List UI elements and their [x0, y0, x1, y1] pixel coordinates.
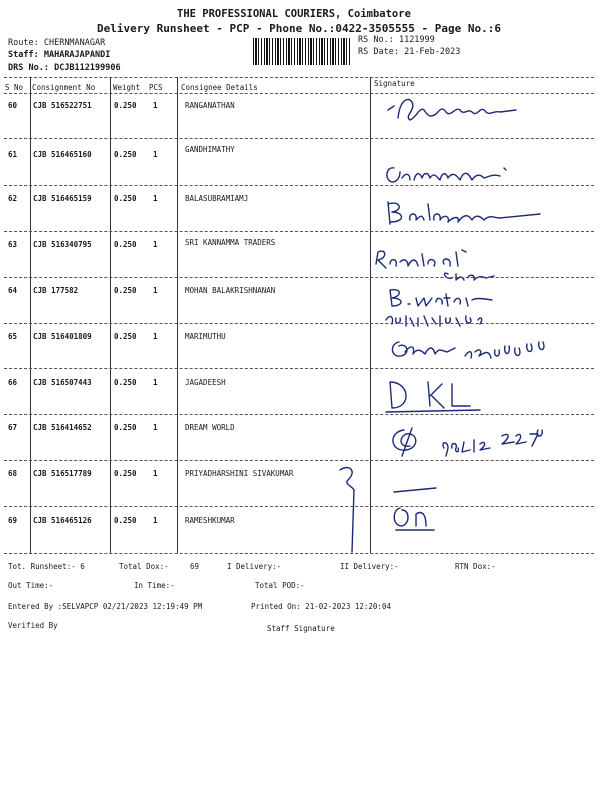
drs-label: DRS No.: — [8, 63, 49, 73]
header-top-rule — [4, 77, 594, 78]
row-consignee: DREAM WORLD — [185, 423, 235, 432]
signature-mark — [380, 150, 540, 190]
row-consignment: CJB 516465160 — [33, 150, 92, 159]
row-sno: 67 — [8, 423, 18, 432]
row-consignee: GANDHIMATHY — [185, 145, 235, 154]
row-pcs: 1 — [153, 516, 158, 525]
col-consignee: Consignee Details — [181, 83, 258, 92]
entered-by: Entered By :SELVAPCP 02/21/2023 12:19:49 PM — [8, 602, 203, 611]
signature-mark — [372, 238, 522, 280]
row-rule — [4, 231, 594, 232]
row-weight: 0.250 — [114, 286, 137, 295]
verified-by: Verified By — [8, 621, 58, 630]
row-rule — [4, 277, 594, 278]
staff-signature: Staff Signature — [267, 624, 335, 633]
signature-mark — [385, 328, 565, 370]
row-sno: 61 — [8, 150, 18, 159]
total-dox-value: 69 — [190, 562, 200, 571]
row-weight: 0.250 — [114, 423, 137, 432]
row-sno: 68 — [8, 469, 18, 478]
col-divider — [110, 77, 111, 553]
ii-delivery: II Delivery:- — [340, 562, 399, 571]
row-pcs: 1 — [153, 101, 158, 110]
row-weight: 0.250 — [114, 378, 137, 387]
route-label: Route: — [8, 38, 39, 48]
row-sno: 62 — [8, 194, 18, 203]
row-weight: 0.250 — [114, 469, 137, 478]
row-pcs: 1 — [153, 378, 158, 387]
row-rule — [4, 414, 594, 415]
row-pcs: 1 — [153, 150, 158, 159]
total-pod: Total POD:- — [255, 581, 305, 590]
staff-label: Staff: — [8, 50, 39, 60]
signature-mark — [380, 88, 540, 128]
row-rule — [4, 506, 594, 507]
route-line — [8, 38, 105, 48]
row-pcs: 1 — [153, 423, 158, 432]
row-sno: 66 — [8, 378, 18, 387]
row-weight: 0.250 — [114, 240, 137, 249]
row-pcs: 1 — [153, 240, 158, 249]
signature-mark — [390, 500, 450, 534]
rs-date-value: 21-Feb-2023 — [404, 47, 461, 57]
row-consignment: CJB 516507443 — [33, 378, 92, 387]
col-weight: Weight — [113, 83, 141, 92]
drs-value: DCJB112199906 — [54, 63, 121, 73]
signature-mark — [380, 192, 580, 232]
row-pcs: 1 — [153, 469, 158, 478]
runsheet-title: Delivery Runsheet - PCP - Phone No.:0422-3505555 - Page No.:6 — [97, 22, 501, 35]
row-weight: 0.250 — [114, 516, 137, 525]
row-pcs: 1 — [153, 194, 158, 203]
row-consignee: RAMESHKUMAR — [185, 516, 235, 525]
rs-no-value: 1121999 — [398, 35, 435, 45]
row-pcs: 1 — [153, 286, 158, 295]
route-value: CHERNMANAGAR — [43, 38, 106, 48]
rs-no-label: RS No.: — [358, 35, 394, 45]
row-sno: 64 — [8, 286, 18, 295]
col-sno: S No — [5, 83, 24, 92]
row-rule — [4, 138, 594, 139]
col-consignment: Consignment No — [32, 83, 96, 92]
tot-runsheet: Tot. Runsheet:- 6 — [8, 562, 85, 571]
col-divider — [30, 77, 31, 553]
row-consignee: RANGANATHAN — [185, 101, 235, 110]
row-consignment: CJB 516522751 — [33, 101, 92, 110]
row-consignee: MOHAN BALAKRISHNANAN — [185, 286, 276, 295]
signature-mark — [384, 418, 554, 462]
row-rule — [4, 460, 594, 461]
row-consignment: CJB 516401809 — [33, 332, 92, 341]
row-rule — [4, 368, 594, 369]
signature-mark — [380, 280, 520, 328]
printed-on: Printed On: 21-02-2023 12:20:04 — [251, 602, 391, 611]
row-consignee: SRI KANNAMMA TRADERS — [185, 238, 276, 247]
row-consignment: CJB 516465159 — [33, 194, 92, 203]
rs-no-line — [358, 35, 435, 45]
row-sno: 60 — [8, 101, 18, 110]
row-sno: 69 — [8, 516, 18, 525]
row-consignment: CJB 177582 — [33, 286, 79, 295]
out-time: Out Time:- — [8, 581, 54, 590]
row-consignment: CJB 516340795 — [33, 240, 92, 249]
total-dox-label: Total Dox:- — [119, 562, 169, 571]
row-rule — [4, 185, 594, 186]
rtn-dox: RTN Dox:- — [455, 562, 496, 571]
row-consignee: PRIYADHARSHINI SIVAKUMAR — [185, 469, 294, 478]
row-weight: 0.250 — [114, 194, 137, 203]
rs-date-label: RS Date: — [358, 47, 399, 57]
row-weight: 0.250 — [114, 332, 137, 341]
barcode-icon — [253, 38, 351, 65]
in-time: In Time:- — [134, 581, 175, 590]
staff-value: MAHARAJAPANDI — [43, 50, 111, 60]
row-sno: 63 — [8, 240, 18, 249]
row-sno: 65 — [8, 332, 18, 341]
row-weight: 0.250 — [114, 150, 137, 159]
row-rule — [4, 323, 594, 324]
rs-date-line — [358, 47, 460, 57]
row-consignment: CJB 516517789 — [33, 469, 92, 478]
row-consignee: BALASUBRAMIAMJ — [185, 194, 249, 203]
company-title: THE PROFESSIONAL COURIERS, Coimbatore — [177, 8, 411, 20]
row-consignee: MARIMUTHU — [185, 332, 226, 341]
row-rule — [4, 553, 594, 554]
row-pcs: 1 — [153, 332, 158, 341]
row-consignment: CJB 516465126 — [33, 516, 92, 525]
row-weight: 0.250 — [114, 101, 137, 110]
col-pcs: PCS — [149, 83, 163, 92]
row-consignee: JAGADEESH — [185, 378, 226, 387]
row-consignment: CJB 516414652 — [33, 423, 92, 432]
signature-mark — [380, 374, 500, 416]
drs-line — [8, 63, 121, 73]
staff-line — [8, 50, 110, 60]
col-signature: Signature — [374, 79, 415, 88]
i-delivery: I Delivery:- — [227, 562, 282, 571]
col-divider — [177, 77, 178, 553]
